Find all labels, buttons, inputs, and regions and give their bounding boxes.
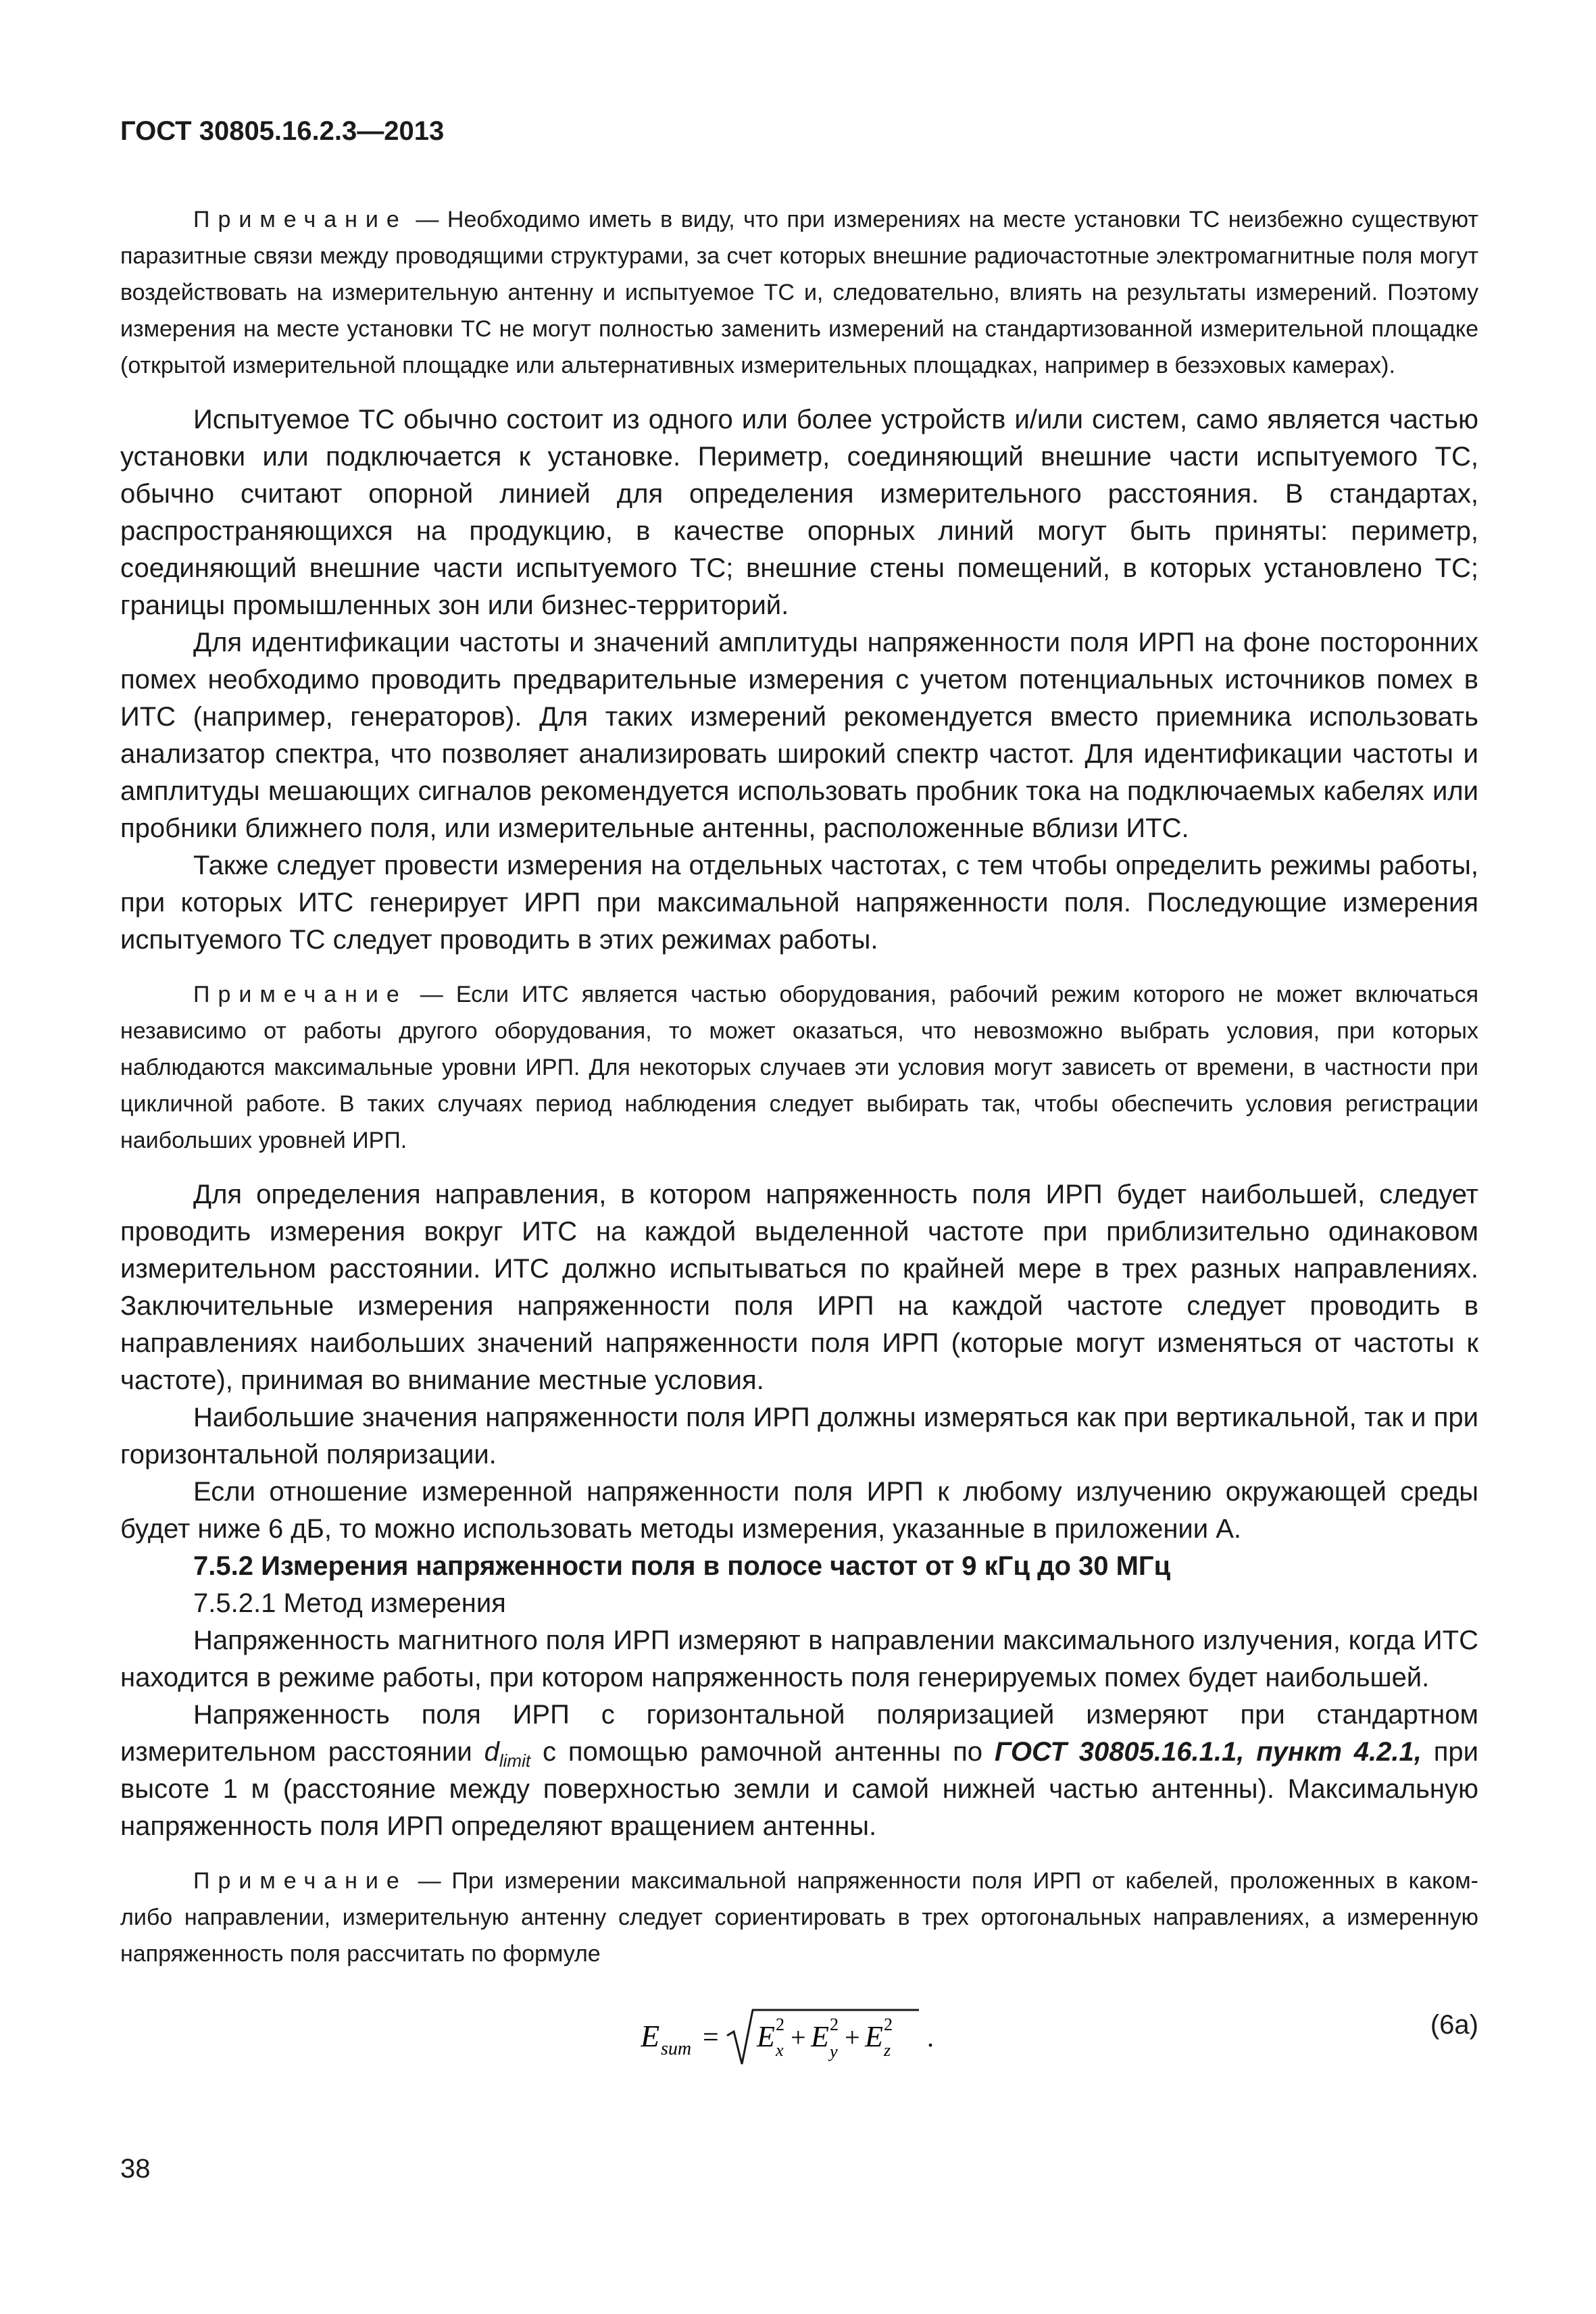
distance-symbol: d <box>484 1737 499 1767</box>
formula-plus: + <box>791 2022 806 2053</box>
formula-period: . <box>927 2022 934 2053</box>
text-run: Напряженность поля ИРП с горизонтальной поляризацией измеряют при стандартном измерительном расстоянии <box>120 1700 1478 1767</box>
formula-power-y: 2 <box>830 2015 839 2034</box>
note-text: — Необходимо иметь в виду, что при измерениях на месте установки ТС неизбежно существуют паразитные связи между проводящими структурами, за счет которых внешние радиочастотные электромагнитные поля могут воздействовать на измерительную антенну и испытуемое ТС и, следовательно, влиять на результаты измерений. Поэтому измерения на месте установки ТС не могут полностью заменить измерений на стандартизованной измерительной площадке (открытой измерительной площадке или альтернативных измерительных площадках, например в безэховых камерах). <box>120 207 1478 378</box>
distance-subscript: limit <box>499 1751 531 1771</box>
formula-term-y: E <box>811 2020 829 2053</box>
note-label: Примечание <box>193 1868 407 1894</box>
paragraph: Также следует провести измерения на отдельных частотах, с тем чтобы определить режимы работы, при которых ИТС генерирует ИРП при максимальной напряженности поля. Последующие измерения испытуемого ТС следует проводить в этих режимах работы. <box>120 851 1478 955</box>
formula-term-z: E <box>865 2020 883 2053</box>
formula-power-z: 2 <box>884 2015 893 2034</box>
paragraph: Для идентификации частоты и значений амплитуды напряженности поля ИРП на фоне посторонних помех необходимо проводить предварительные измерения с учетом потенциальных источников помех в ИТС (например, генераторов). Для таких измерений рекомендуется вместо приемника использовать анализатор спектра, что позволяет анализировать широкий спектр частот. Для идентификации частоты и амплитуды мешающих сигналов рекомендуется использовать пробник тока на подключаемых кабелях или пробники ближнего поля, или измерительные антенны, расположенные вблизи ИТС. <box>120 628 1478 843</box>
formula-subscript-y: y <box>830 2042 838 2061</box>
formula-term-x: E <box>757 2020 775 2053</box>
note-1 <box>120 201 1478 384</box>
formula-lhs: E <box>641 2019 660 2053</box>
text-run: при высоте 1 м (расстояние между поверхностью земли и самой нижней частью антенны). Максимальную напряженность поля ИРП определяют вращением антенны. <box>120 1737 1478 1841</box>
paragraph: Для определения направления, в котором напряженность поля ИРП будет наибольшей, следует проводить измерения вокруг ИТС на каждой выделенной частоте при приблизительно одинаковом измерительном расстоянии. ИТС должно испытываться по крайней мере в трех разных направлениях. Заключительные измерения напряженности поля ИРП на каждой частоте следует проводить в направлениях наибольших значений напряженности поля ИРП (которые могут изменяться от частоты к частоте), принимая во внимание местные условия. <box>120 1180 1478 1395</box>
formula-6a <box>641 2006 951 2073</box>
formula-lhs-subscript: sum <box>661 2038 692 2059</box>
text-run: с помощью рамочной антенны по <box>530 1737 995 1767</box>
note-text: — При измерении максимальной напряженности поля ИРП от кабелей, проложенных в каком-либо направлении, измерительную антенну следует сориентировать в трех ортогональных направлениях, а измеренную напряженность поля рассчитать по формуле <box>120 1868 1478 1967</box>
formula-row <box>120 1999 1478 2073</box>
note-2 <box>120 976 1478 1159</box>
section-heading: 7.5.2 Измерения напряженности поля в полосе частот от 9 кГц до 30 МГц <box>193 1551 1171 1581</box>
standard-reference: ГОСТ 30805.16.1.1, пункт 4.2.1, <box>994 1737 1422 1767</box>
document-page <box>120 115 1478 2073</box>
formula-subscript-x: x <box>776 2040 784 2060</box>
formula-equals: = <box>703 2022 719 2053</box>
subsection-heading: 7.5.2.1 Метод измерения <box>193 1588 506 1618</box>
note-label: Примечание <box>193 982 407 1007</box>
formula-plus: + <box>845 2022 860 2053</box>
paragraph: Испытуемое ТС обычно состоит из одного или более устройств и/или систем, само является частью установки или подключается к установке. Периметр, соединяющий внешние части испытуемого ТС, обычно считают опорной линией для определения измерительного расстояния. В стандартах, распространяющихся на продукцию, в качестве опорных линий могут быть приняты: периметр, соединяющий внешние части испытуемого ТС; внешние стены помещений, в которых установлено ТС; границы промышленных зон или бизнес-территорий. <box>120 405 1478 620</box>
paragraph <box>120 1696 1478 1845</box>
paragraph: Если отношение измеренной напряженности поля ИРП к любому излучению окружающей среды будет ниже 6 дБ, то можно использовать методы измерения, указанные в приложении А. <box>120 1477 1478 1544</box>
paragraph: Напряженность магнитного поля ИРП измеряют в направлении максимального излучения, когда ИТС находится в режиме работы, при котором напряженность поля генерируемых помех будет наибольшей. <box>120 1626 1478 1692</box>
paragraph: Наибольшие значения напряженности поля ИРП должны измеряться как при вертикальной, так и при горизонтальной поляризации. <box>120 1403 1478 1469</box>
note-text: — Если ИТС является частью оборудования, рабочий режим которого не может включаться независимо от работы другого оборудования, то может оказаться, что невозможно выбрать условия, при которых наблюдаются максимальные уровни ИРП. Для некоторых случаев эти условия могут зависеть от времени, в частности при цикличной работе. В таких случаях период наблюдения следует выбирать так, чтобы обеспечить условия регистрации наибольших уровней ИРП. <box>120 982 1478 1153</box>
formula-number: (6а) <box>1430 2010 1478 2040</box>
formula-power-x: 2 <box>776 2015 784 2034</box>
document-header: ГОСТ 30805.16.2.3—2013 <box>120 116 445 146</box>
note-label: Примечание <box>193 207 407 232</box>
formula-subscript-z: z <box>884 2040 891 2060</box>
page-number: 38 <box>120 2154 151 2184</box>
note-3 <box>120 1863 1478 1972</box>
